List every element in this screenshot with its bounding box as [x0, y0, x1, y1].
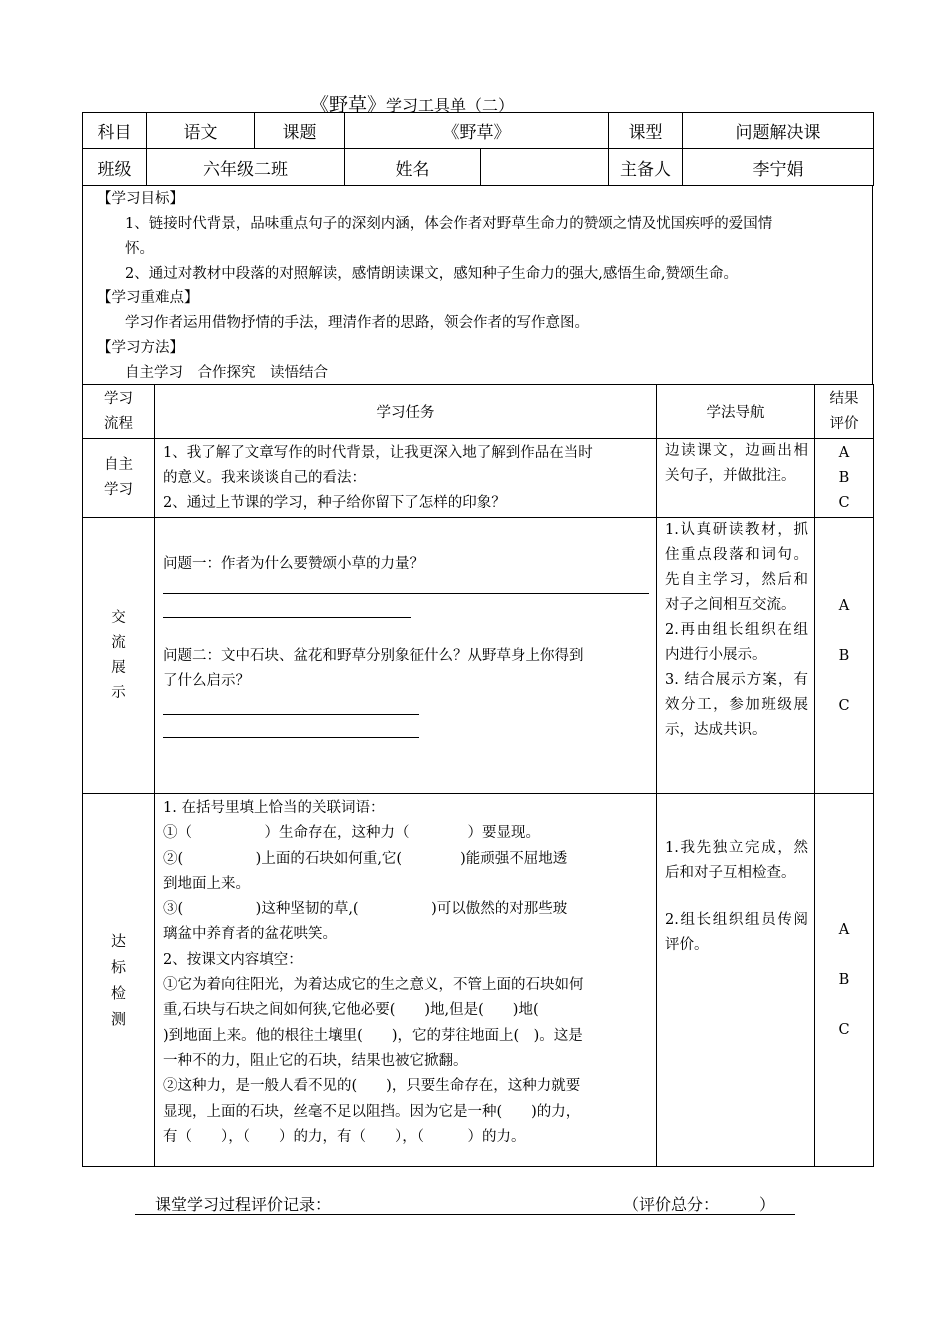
test-label: [83, 794, 155, 1167]
goal-1b: 怀。: [125, 241, 154, 257]
name-value[interactable]: [481, 149, 609, 186]
test-line: ②这种力，是一般人看不见的( )，只要生命存在，这种力就要: [163, 1078, 581, 1095]
exchange-label-2: 流: [111, 634, 126, 651]
objectives-section: [82, 185, 873, 384]
result-header-2: 评价: [829, 415, 859, 432]
method-text: 自主学习 合作探究 读悟结合: [125, 365, 328, 381]
goal-2: 2、通过对教材中段落的对照解读，感情朗读课文，感知种子生命力的强大,感悟生命,赞颂生命。: [125, 266, 738, 282]
result-header: [815, 385, 874, 439]
test-guide: [657, 794, 815, 1167]
type-value: 问题解决课: [683, 113, 874, 149]
goal-1a: 1、链接时代背景，品味重点句子的深刻内涵，体会作者对野草生命力的赞颂之情及忧国疾呼的爱国情: [125, 216, 773, 232]
flow-header: [83, 385, 155, 439]
flow-header-1: 学习: [104, 390, 133, 407]
grade-c[interactable]: C: [838, 1022, 850, 1038]
test-label-3: 检: [110, 984, 126, 1002]
flow-header-2: 流程: [104, 415, 133, 432]
key-heading: 【学习重难点】: [97, 290, 199, 306]
subject-label: 科目: [83, 113, 147, 149]
question-2b: 了什么启示？: [163, 673, 250, 689]
test-line: 到地面上来。: [163, 875, 250, 892]
test-line: ③( )这种坚韧的草,( )可以傲然的对那些玻: [163, 901, 568, 918]
test-label-2: 标: [110, 958, 126, 976]
test-line: ②( )上面的石块如何重,它( )能顽强不屈地透: [163, 850, 568, 867]
class-label: 班级: [83, 149, 147, 186]
exchange-label-3: 展: [111, 659, 126, 676]
grade-b[interactable]: B: [838, 469, 850, 486]
test-line: 璃盆中养育者的盆花哄笑。: [163, 926, 337, 943]
exchange-guide-2: 2.再由组长组织在组内进行小展示。: [665, 622, 808, 663]
guide-header: 学法导航: [657, 385, 815, 439]
title-main: 《野草》: [310, 94, 387, 116]
self-task-1a: 1、我了解了文章写作的时代背景，让我更深入地了解到作品在当时: [163, 445, 593, 461]
self-study-grade: [815, 439, 874, 518]
topic-label: 课题: [255, 113, 345, 149]
type-label: 课型: [609, 113, 683, 149]
grade-a[interactable]: A: [838, 922, 850, 938]
test-line: 2、按课文内容填空：: [163, 951, 303, 968]
grade-c[interactable]: C: [838, 697, 850, 714]
class-value: 六年级二班: [147, 149, 345, 186]
key-text: 学习作者运用借物抒情的手法，理清作者的思路，领会作者的写作意图。: [125, 315, 589, 331]
self-study-guide: 边读课文，边画出相关句子，并做批注。: [657, 439, 815, 518]
question-1: 问题一：作者为什么要赞颂小草的力量？: [163, 556, 424, 572]
grade-a[interactable]: A: [838, 444, 850, 461]
exchange-label-1: 交: [111, 609, 126, 626]
self-study-label-2: 学习: [104, 482, 133, 498]
test-line: 1. 在括号里填上恰当的关联词语：: [163, 800, 385, 816]
self-study-label: [83, 439, 155, 518]
test-line: 重,石块与石块之间如何狭,它他必要( )地,但是( )地(: [163, 1002, 539, 1019]
topic-value: 《野草》: [345, 113, 609, 149]
self-study-label-1: 自主: [104, 457, 133, 473]
test-line: ①它为着向往阳光，为着达成它的生之意义，不管上面的石块如何: [163, 977, 584, 994]
preparer-label: 主备人: [609, 149, 683, 186]
exchange-guide: [657, 518, 815, 794]
self-task-1b: 的意义。我来谈谈自己的看法：: [163, 470, 366, 486]
test-line: 显现，上面的石块，丝毫不足以阻挡。因为它是一种( )的力，: [163, 1103, 581, 1120]
exchange-label: [83, 518, 155, 794]
result-header-1: 结果: [829, 390, 859, 407]
process-table: [82, 384, 874, 1167]
self-task-2: 2、通过上节课的学习，种子给你留下了怎样的印象？: [163, 495, 506, 511]
test-task: [155, 794, 657, 1167]
grade-b[interactable]: B: [838, 972, 850, 988]
subject-value: 语文: [147, 113, 255, 149]
grade-b[interactable]: B: [838, 647, 850, 664]
footer-right: （评价总分： ）: [623, 1195, 776, 1214]
preparer-value: 李宁娟: [683, 149, 874, 186]
test-line: ①（ ）生命存在，这种力（ ）要显现。: [163, 825, 540, 842]
self-study-task: [155, 439, 657, 518]
exchange-grade: [815, 518, 874, 794]
goal-heading: 【学习目标】: [97, 191, 184, 207]
name-label: 姓名: [345, 149, 481, 186]
exchange-guide-3: 3. 结合展示方案，有效分工，参加班级展示，达成共识。: [665, 672, 808, 738]
answer-line-4[interactable]: [163, 737, 419, 738]
method-heading: 【学习方法】: [97, 340, 184, 356]
test-label-4: 测: [110, 1010, 126, 1028]
question-2a: 问题二：文中石块、盆花和野草分别象征什么？从野草身上你得到: [163, 648, 584, 664]
test-line: )到地面上来。他的根往土壤里( )，它的芽往地面上( )。这是: [163, 1027, 583, 1044]
info-table: [82, 112, 874, 186]
test-line: 有（ ），（ ）的力，有（ ），（ ）的力。: [163, 1128, 526, 1145]
title-sub: 学习工具单（二）: [386, 96, 515, 115]
evaluation-footer: [135, 1192, 795, 1215]
test-guide-1: 1.我先独立完成，然后和对子互相检查。: [665, 840, 808, 881]
exchange-label-4: 示: [111, 684, 126, 701]
test-line: 一种不的力，阻止它的石块，结果也被它掀翻。: [163, 1052, 468, 1069]
grade-a[interactable]: A: [838, 597, 850, 614]
test-guide-2: 2.组长组织组员传阅评价。: [665, 912, 808, 953]
test-grade: [815, 794, 874, 1167]
grade-c[interactable]: C: [838, 494, 850, 511]
footer-left: 课堂学习过程评价记录：: [155, 1195, 332, 1214]
task-header: 学习任务: [155, 385, 657, 439]
exchange-task: [155, 518, 657, 794]
test-label-1: 达: [110, 932, 126, 950]
exchange-guide-1: 1.认真研读教材，抓住重点段落和词句。先自主学习，然后和对子之间相互交流。: [665, 522, 808, 613]
